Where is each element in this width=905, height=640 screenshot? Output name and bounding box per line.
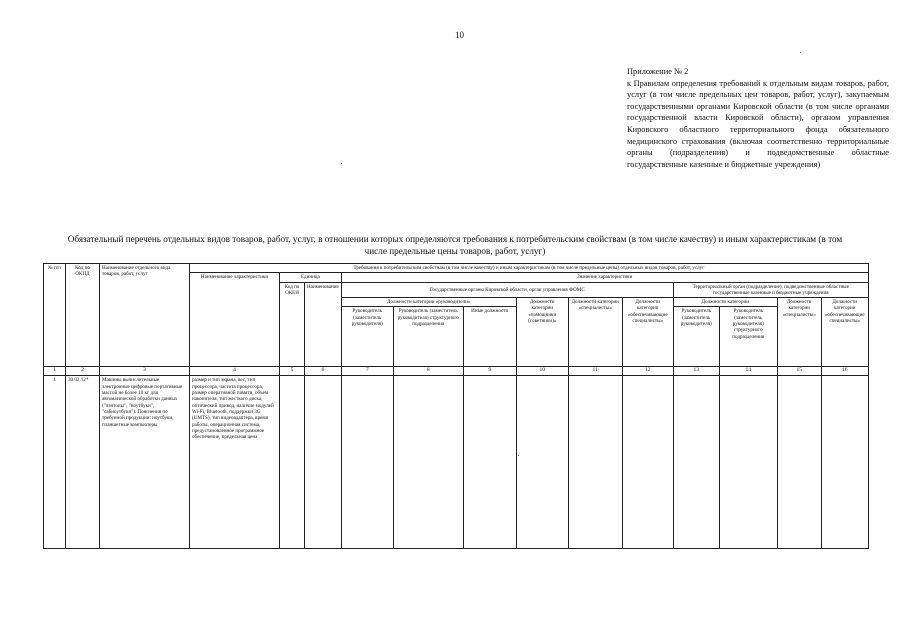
column-number: 15 — [777, 367, 821, 376]
header-terr-support: Должности категории «обеспечивающие специалисты» — [821, 298, 868, 367]
table-cell — [280, 376, 305, 549]
requirements-table — [43, 263, 869, 549]
header-characteristic-name: Наименование характеристики — [190, 273, 280, 367]
header-advisers: Должности категории «помощники (советники)» — [516, 298, 568, 367]
column-number: 3 — [100, 367, 190, 376]
column-number: 2 — [66, 367, 100, 376]
header-unit: Единица — [280, 273, 342, 282]
header-unit-code: Код по ОКЕИ — [280, 282, 305, 367]
header-terr-head: Руководитель (заместитель руководителя) — [673, 307, 719, 367]
header-unit-name: Наименование — [305, 282, 342, 367]
header-head-deputy: Руководитель (заместитель руководителя) — [341, 307, 393, 367]
table-cell — [463, 376, 516, 549]
table-cell — [341, 376, 393, 549]
header-terr-structural: Руководитель (заместитель руководителя) структурного подразделения — [719, 307, 777, 367]
header-terr-specialists: Должности категории «специалисты» — [777, 298, 821, 367]
header-head-structural: Руководитель (заместитель руководителя) структурного подразделения — [393, 307, 463, 367]
scan-speck — [800, 52, 801, 53]
table-cell — [622, 376, 673, 549]
header-managers-category: Должности категории «руководители» — [341, 298, 516, 307]
table-cell — [821, 376, 868, 549]
header-specialists: Должности категории «специалисты» — [568, 298, 622, 367]
appendix-text: к Правилам определения требований к отдельным видам товаров, работ, услуг (в том числе предельных цен товаров, работ, услуг), закупаемым государственными органами Кировской области (в том числе органами государственной власти Кировской области), органом управления Кировского областного территориального фонда обязательного медицинского страхования (включая соответственно территориальные органы (подразделения) и подведомственные областные государственные казенные и бюджетные учреждения) — [627, 78, 889, 169]
appendix-note — [627, 66, 889, 170]
header-item-name: Наименование отдельного вида товаров, работ, услуг — [100, 264, 190, 367]
scan-speck — [341, 163, 342, 164]
table-cell — [568, 376, 622, 549]
column-number: 6 — [305, 367, 342, 376]
document-title: Обязательный перечень отдельных видов товаров, работ, услуг, в отношении которых определяются требования к потребительским свойствам (в том числе качеству) и иным характеристикам (в том числе предельные цены товаров, работ, услуг) — [67, 234, 843, 256]
table-cell — [777, 376, 821, 549]
row-num: 1 — [44, 376, 66, 549]
table-cell — [305, 376, 342, 549]
row-item-name: Машины вычислительные электронные цифровые портативные массой не более 10 кг для автоматической обработки данных ("лэптопы", "ноутбуки", "сабноутбуки"). Пояснения по требуемой продукции: ноутбуки, планшетные компьютеры — [100, 376, 190, 549]
column-number: 16 — [821, 367, 868, 376]
table-cell — [719, 376, 777, 549]
table-row — [44, 376, 869, 549]
row-okpd: 30.02.12* — [66, 376, 100, 549]
column-numbers-row — [44, 367, 869, 376]
header-state-bodies: Государственные органы Кировской области, орган управления ФОМС — [341, 282, 673, 298]
column-number: 9 — [463, 367, 516, 376]
column-number: 4 — [190, 367, 280, 376]
header-num: № п/п — [44, 264, 66, 367]
column-number: 5 — [280, 367, 305, 376]
header-okpd: Код по ОКПД — [66, 264, 100, 367]
column-number: 1 — [44, 367, 66, 376]
header-values: Значение характеристики — [341, 273, 868, 282]
row-characteristic: размер и тип экрана, вес, тип процессора, частота процессора, размер оперативной памяти, объем накопителя, тип жесткого диска, оптический привод, наличие модулей Wi-Fi, Bluetooth, поддержки 3G (UMTS), тип видеоадаптера, время работы, операционная система, предустановленное программное обеспечение, предельная цена — [190, 376, 280, 549]
scan-speck — [518, 455, 519, 456]
header-support-specialists: Должности категории «обеспечивающие специалисты» — [622, 298, 673, 367]
column-number: 11 — [568, 367, 622, 376]
column-number: 13 — [673, 367, 719, 376]
header-requirements: Требования к потребительским свойствам (в том числе качеству) и иным характеристикам (в том числе предельные цены) отдельных видов товаров, работ, услуг — [190, 264, 869, 273]
column-number: 10 — [516, 367, 568, 376]
header-territorial: Территориальный орган (подразделение), подведомственные областные государственные казенные и бюджетные учреждения — [673, 282, 868, 298]
table-cell — [673, 376, 719, 549]
page-number: 10 — [455, 30, 464, 40]
table-cell — [516, 376, 568, 549]
appendix-title: Приложение № 2 — [627, 67, 689, 76]
column-number: 7 — [341, 367, 393, 376]
header-other-positions: Иные должности — [463, 307, 516, 367]
table-cell — [393, 376, 463, 549]
column-number: 14 — [719, 367, 777, 376]
column-number: 8 — [393, 367, 463, 376]
header-positions-category: Должности категории — [673, 298, 777, 307]
column-number: 12 — [622, 367, 673, 376]
